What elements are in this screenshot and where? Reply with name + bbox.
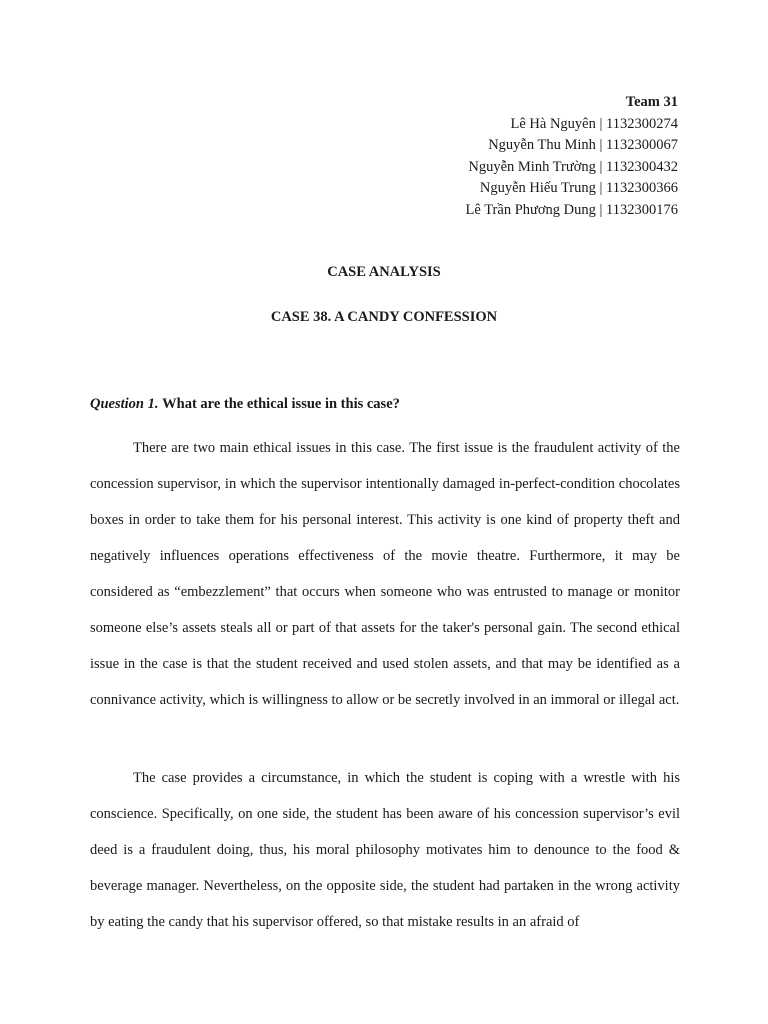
question-label: Question 1.: [90, 396, 159, 412]
team-member: Lê Trần Phương Dung | 1132300176: [465, 201, 678, 218]
body-paragraph-1-container: [90, 430, 680, 718]
team-block: [466, 92, 678, 221]
question-heading: [90, 396, 400, 413]
case-analysis-heading: CASE ANALYSIS: [327, 264, 441, 280]
team-member: Nguyễn Minh Trường | 1132300432: [468, 158, 678, 175]
body-paragraph: There are two main ethical issues in this case. The first issue is the fraudulent activity of the concession supervisor, in which the supervisor intentionally damaged in-perfect-condition chocolates boxes in order to take them for his personal interest. This activity is one kind of property theft and negatively influences operations effectiveness of the movie theatre. Furthermore, it may be considered as “embezzlement” that occurs when someone who was entrusted to manage or monitor someone else’s assets steals all or part of that assets for the taker's personal gain. The second ethical issue in the case is that the student received and used stolen assets, and that may be identified as a connivance activity, which is willingness to allow or be secretly involved in an immoral or illegal act.: [90, 440, 680, 708]
team-member: Nguyễn Hiếu Trung | 1132300366: [479, 180, 678, 196]
case-title-heading: CASE 38. A CANDY CONFESSION: [270, 309, 498, 325]
team-member: Nguyễn Thu Minh | 1132300067: [488, 137, 678, 153]
team-title: Team 31: [625, 94, 678, 110]
body-paragraph-2-container: [90, 760, 680, 940]
question-text: What are the ethical issue in this case?: [162, 396, 400, 412]
team-member: Lê Hà Nguyên | 1132300274: [510, 115, 678, 132]
body-paragraph: The case provides a circumstance, in which the student is coping with a wrestle with his conscience. Specifically, on one side, the student has been aware of his concession supervisor’s evil deed is a fraudulent doing, thus, his moral philosophy motivates him to denounce to the food & beverage manager. Nevertheless, on the opposite side, the student had partaken in the wrong activity by eating the candy that his supervisor offered, so that mistake results in an afraid of: [90, 770, 680, 930]
